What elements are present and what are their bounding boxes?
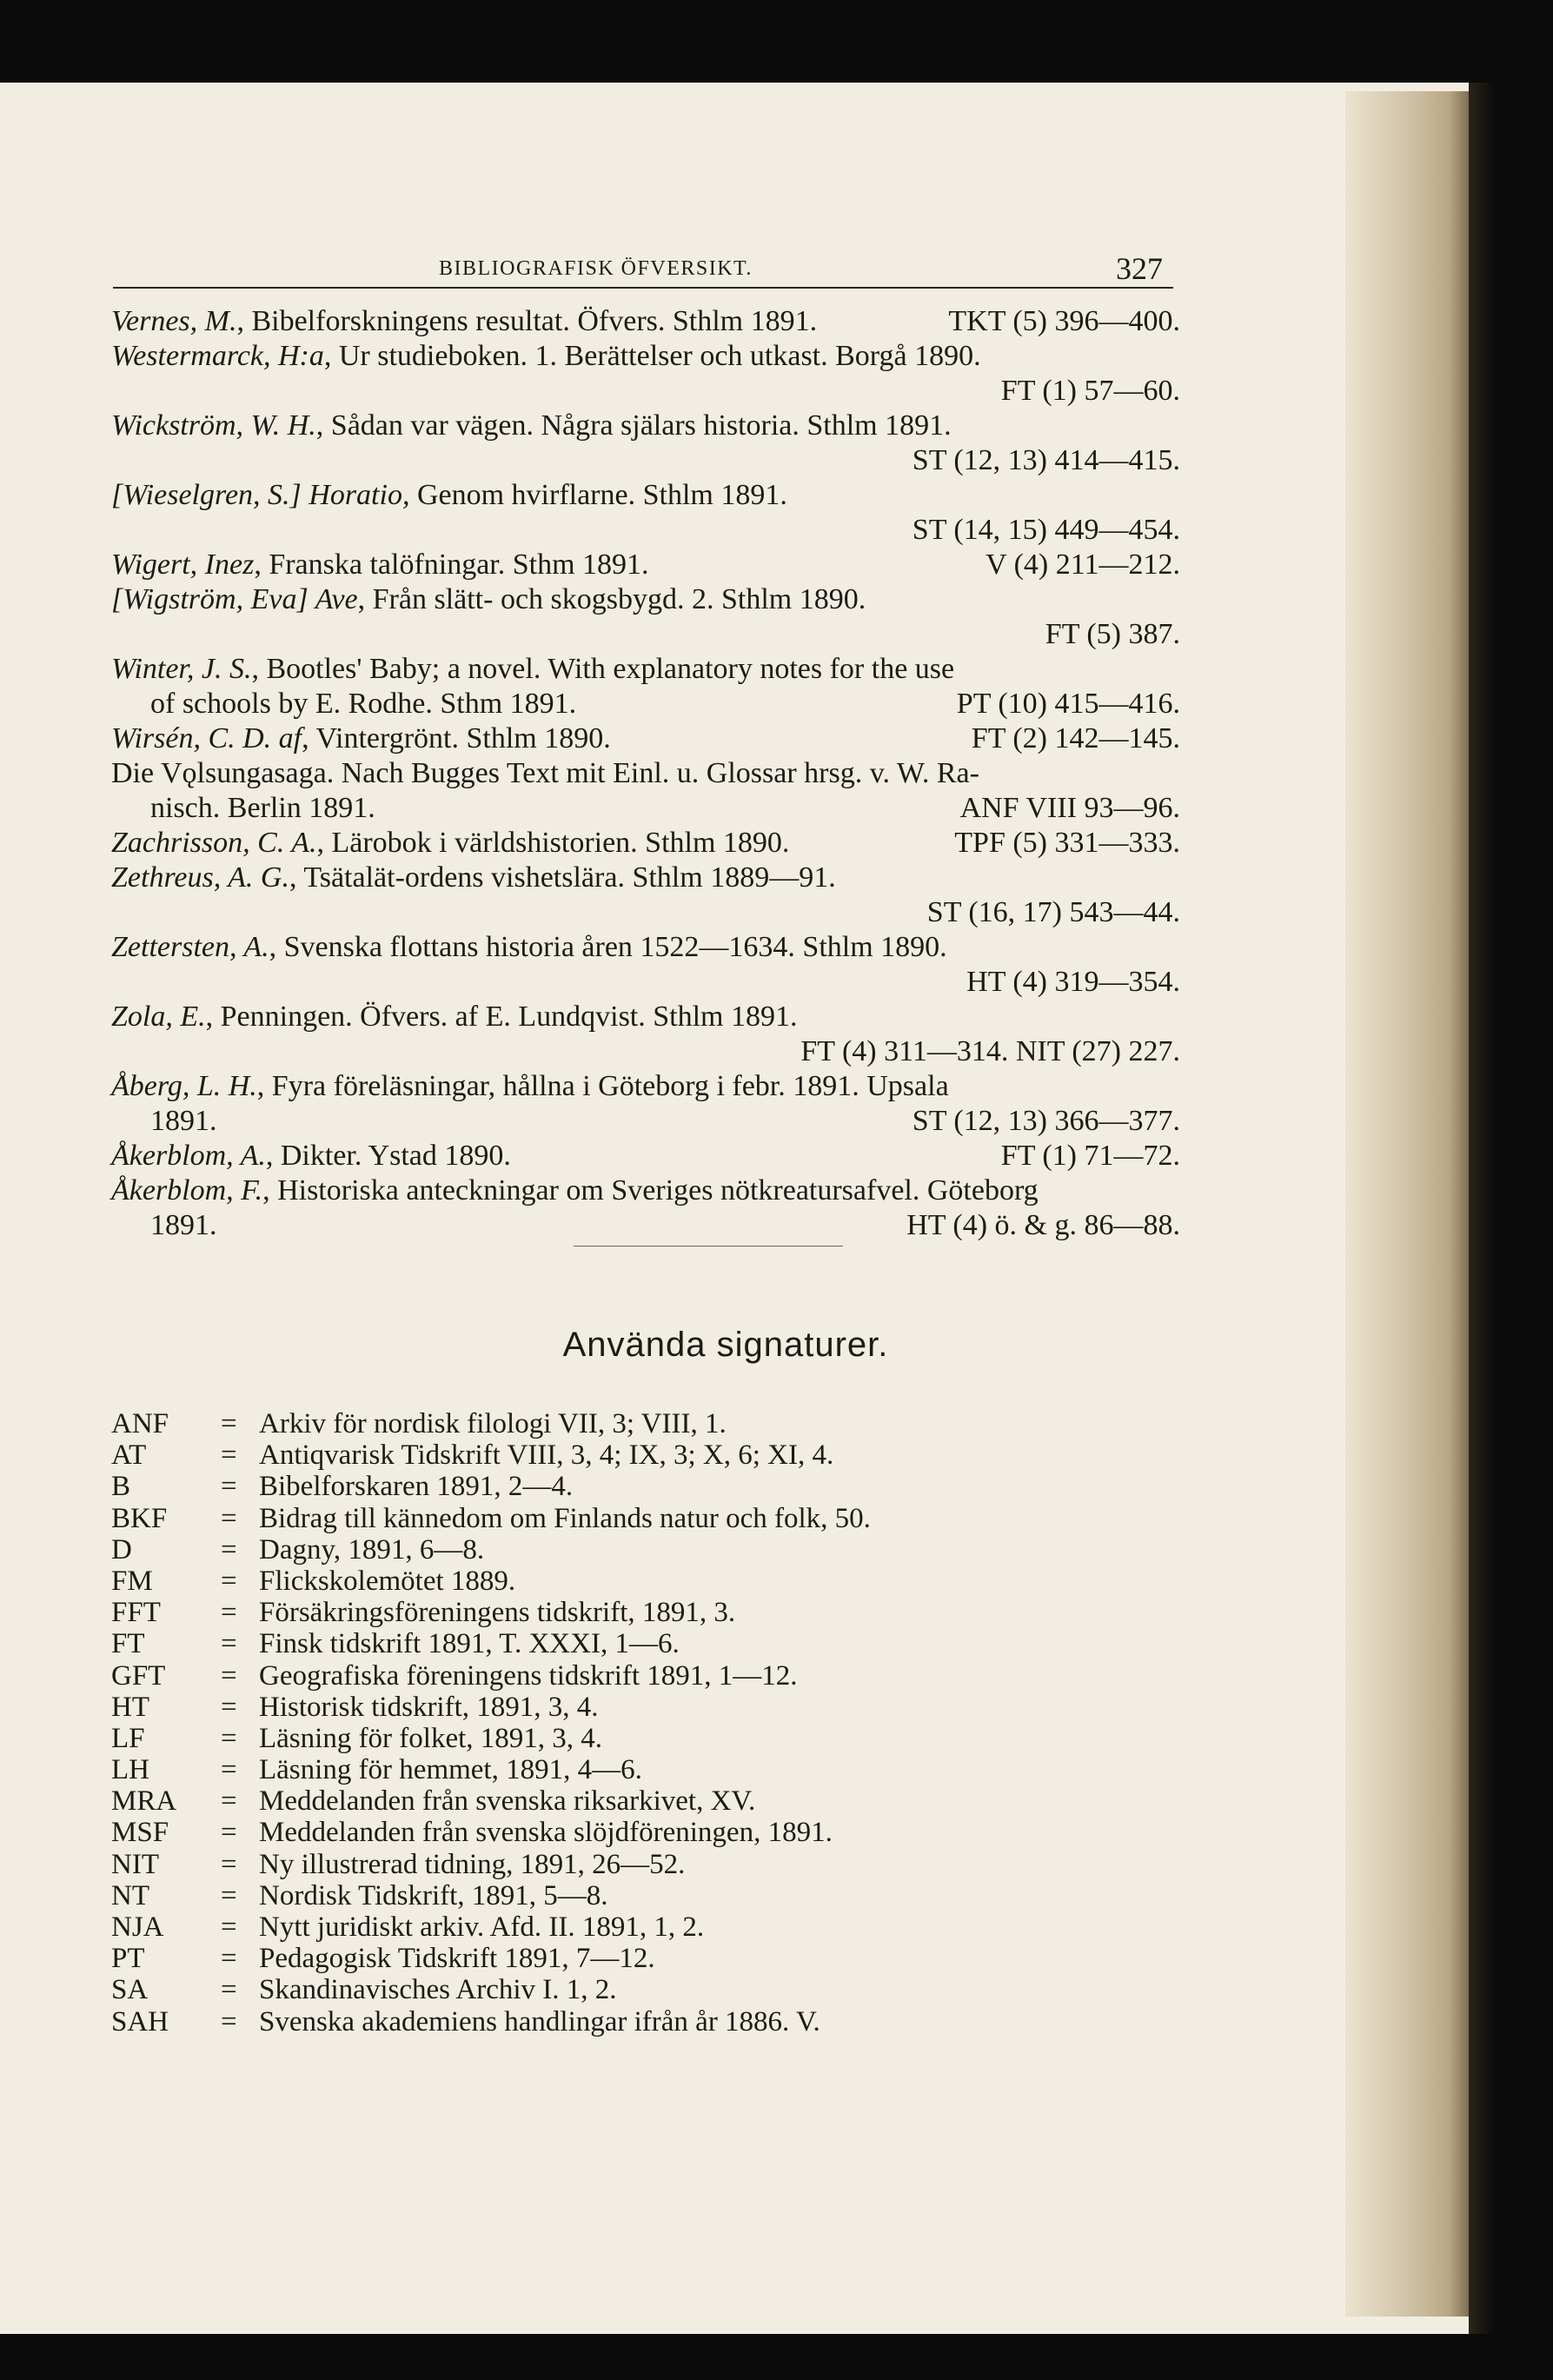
equals-sign: = [221,1628,237,1660]
signature-description: Bidrag till kännedom om Finlands natur och folk, 50. [259,1502,871,1534]
bibliography-line [111,1173,1180,1208]
bibliography-line [111,1034,1180,1069]
equals-sign: = [221,1533,237,1566]
equals-sign: = [221,1943,237,1975]
entry-text: , Vintergrönt. Sthlm 1890. [302,722,611,755]
bibliography-line [111,965,1180,1000]
page-number: 327 [1116,251,1163,286]
bibliography-line [111,687,1180,721]
equals-sign: = [221,1439,237,1472]
entry-author: Åberg, L. H. [111,1070,257,1102]
entry-text: , Franska talöfningar. Sthm 1891. [254,548,649,581]
signature-abbreviation: SAH [111,2005,169,2038]
equals-sign: = [221,1974,237,2006]
equals-sign: = [221,1691,237,1723]
bibliography-line [111,791,1180,826]
entry-author: Westermarck, H:a [111,340,324,372]
signature-description: Svenska akademiens handlingar ifrån år 1886. V. [259,2005,820,2038]
bibliography-line [111,756,1180,791]
signature-abbreviation: FFT [111,1597,161,1629]
signature-abbreviation: MRA [111,1785,177,1818]
entry-author: Zethreus, A. G. [111,861,289,894]
signature-row [111,1692,1154,1723]
running-head-title: BIBLIOGRAFISK ÖFVERSIKT. [439,257,753,280]
entry-reference: ANF VIII 93—96. [959,792,1180,824]
bibliography-line [111,861,1180,895]
signature-abbreviation: SA [111,1974,149,2006]
signature-description: Dagny, 1891, 6—8. [259,1533,485,1566]
entry-reference: HT (4) ö. & g. 86—88. [906,1209,1180,1241]
entry-reference: FT (1) 57—60. [1000,375,1180,407]
bibliography-line [111,721,1180,756]
bibliography-line [111,304,1180,339]
bibliography-line [111,895,1180,930]
signature-description: Historisk tidskrift, 1891, 3, 4. [259,1691,599,1723]
entry-author: Åkerblom, A. [111,1140,266,1172]
running-head [113,251,1173,290]
signature-row [111,1911,1154,1943]
signature-abbreviation: LH [111,1754,149,1786]
equals-sign: = [221,1597,237,1629]
bibliography-line [111,1139,1180,1173]
signature-row [111,1785,1154,1817]
entry-author: Zettersten, A. [111,931,269,963]
entry-text: , Dikter. Ystad 1890. [265,1140,511,1172]
entry-reference: TKT (5) 396—400. [948,305,1180,337]
bibliography-line [111,1069,1180,1104]
equals-sign: = [221,1911,237,1943]
bibliography-line [111,1104,1180,1139]
entry-reference: PT (10) 415—416. [956,688,1180,720]
signature-abbreviation: FT [111,1628,145,1660]
equals-sign: = [221,1848,237,1880]
signature-row [111,1723,1154,1754]
signature-description: Meddelanden från svenska riksarkivet, XV. [259,1785,756,1818]
signature-row [111,1503,1154,1534]
entry-author: Winter, J. S. [111,653,252,685]
entry-author: Vernes, M. [111,305,237,337]
entry-reference: FT (1) 71—72. [1000,1140,1180,1172]
signature-row [111,1849,1154,1880]
signature-row [111,1408,1154,1439]
signature-description: Bibelforskaren 1891, 2—4. [259,1471,574,1503]
entry-text: , Bibelforskningens resultat. Öfvers. Sthlm 1891. [236,305,818,337]
equals-sign: = [221,2005,237,2038]
bibliography-line [111,582,1180,617]
signature-abbreviation: GFT [111,1659,166,1692]
entry-reference: ST (12, 13) 414—415. [912,444,1180,476]
equals-sign: = [221,1565,237,1597]
entry-text: Die Vǫlsungasaga. Nach Bugges Text mit Einl. u. Glossar hrsg. v. W. Ra- [111,757,979,789]
bibliography-line [111,1208,1180,1243]
entry-reference: TPF (5) 331—333. [954,827,1180,859]
signature-description: Ny illustrerad tidning, 1891, 26—52. [259,1848,686,1880]
signature-description: Pedagogisk Tidskrift 1891, 7—12. [259,1943,655,1975]
bibliography-line [111,478,1180,513]
entry-reference: V (4) 211—212. [986,548,1180,581]
signature-row [111,1660,1154,1692]
bibliography-list [111,304,1180,1243]
entry-reference: ST (14, 15) 449—454. [912,514,1180,546]
equals-sign: = [221,1408,237,1439]
signature-row [111,1597,1154,1628]
signature-row [111,1439,1154,1471]
signature-abbreviation: LF [111,1722,145,1754]
entry-author: [Wieselgren, S.] Horatio, [111,479,410,511]
signature-description: Geografiska föreningens tidskrift 1891, 1—12. [259,1659,798,1692]
entry-text: , Lärobok i världshistorien. Sthlm 1890. [316,827,790,859]
signature-description: Skandinavisches Archiv I. 1, 2. [259,1974,617,2006]
bibliography-line [111,443,1180,478]
signature-abbreviation: AT [111,1439,147,1472]
signature-description: Läsning för hemmet, 1891, 4—6. [259,1754,642,1786]
signature-row [111,1754,1154,1785]
bibliography-line [111,617,1180,652]
entry-text: of schools by E. Rodhe. Sthm 1891. [150,688,577,720]
signature-abbreviation: HT [111,1691,149,1723]
equals-sign: = [221,1754,237,1786]
equals-sign: = [221,1471,237,1503]
entry-text: 1891. [150,1105,217,1137]
bibliography-line [111,826,1180,861]
entry-author: Wigert, Inez [111,548,255,581]
entry-text: , Ur studieboken. 1. Berättelser och utkast. Borgå 1890. [323,340,981,372]
entry-text: nisch. Berlin 1891. [150,792,375,824]
signature-abbreviation: ANF [111,1408,169,1439]
signature-abbreviation: FM [111,1565,153,1597]
signature-description: Arkiv för nordisk filologi VII, 3; VIII, 1. [259,1408,727,1439]
signature-row [111,1566,1154,1597]
entry-text: , Historiska anteckningar om Sveriges nötkreatursafvel. Göteborg [262,1174,1039,1207]
entry-author: Zachrisson, C. A. [111,827,317,859]
entry-text: , Sådan var vägen. Några själars historia. Sthlm 1891. [315,409,952,442]
entry-text: Genom hvirflarne. Sthlm 1891. [409,479,787,511]
entry-reference: FT (5) 387. [1045,618,1180,650]
entry-reference: HT (4) 319—354. [966,966,1180,998]
entry-text: 1891. [150,1209,217,1241]
signature-abbreviation: NJA [111,1911,164,1943]
entry-reference: ST (12, 13) 366—377. [912,1105,1180,1137]
bibliography-line [111,1000,1180,1034]
entry-text: , Fyra föreläsningar, hållna i Göteborg i febr. 1891. Upsala [256,1070,949,1102]
equals-sign: = [221,1879,237,1911]
signatures-list [111,1408,1154,2038]
section-divider [574,1246,843,1247]
signature-row [111,1974,1154,2005]
entry-text: , Tsätalät-ordens vishetslära. Sthlm 1889—91. [289,861,836,894]
signatures-heading: Använda signaturer. [562,1326,889,1364]
signature-description: Försäkringsföreningens tidskrift, 1891, 3. [259,1597,736,1629]
entry-text: , Bootles' Baby; a novel. With explanatory notes for the use [251,653,955,685]
bibliography-line [111,409,1180,443]
binding-shadow [1469,83,1495,2334]
equals-sign: = [221,1722,237,1754]
entry-reference: ST (16, 17) 543—44. [926,896,1180,928]
entry-text: , Från slätt- och skogsbygd. 2. Sthlm 1890. [357,583,866,615]
entry-author: Wirsén, C. D. af [111,722,302,755]
entry-reference: FT (4) 311—314. NIT (27) 227. [800,1035,1180,1067]
entry-author: Åkerblom, F. [111,1174,263,1207]
equals-sign: = [221,1659,237,1692]
entry-reference: FT (2) 142—145. [971,722,1180,755]
entry-text: , Penningen. Öfvers. af E. Lundqvist. Sthlm 1891. [205,1001,798,1033]
signature-description: Antiqvarisk Tidskrift VIII, 3, 4; IX, 3; X, 6; XI, 4. [259,1439,834,1472]
signature-row [111,1534,1154,1566]
signature-row [111,1471,1154,1502]
signature-abbreviation: BKF [111,1502,168,1534]
page-edge [1345,91,1476,2317]
signature-abbreviation: NIT [111,1848,159,1880]
signature-row [111,1880,1154,1911]
signature-abbreviation: D [111,1533,132,1566]
equals-sign: = [221,1817,237,1849]
signature-row [111,1817,1154,1848]
header-rule [113,287,1173,289]
signature-description: Flickskolemötet 1889. [259,1565,516,1597]
equals-sign: = [221,1502,237,1534]
bibliography-line [111,374,1180,409]
entry-author: Wickström, W. H. [111,409,316,442]
bibliography-line [111,513,1180,548]
signature-description: Nordisk Tidskrift, 1891, 5—8. [259,1879,608,1911]
bibliography-line [111,652,1180,687]
signature-description: Nytt juridiskt arkiv. Afd. II. 1891, 1, 2. [259,1911,705,1943]
bibliography-line [111,548,1180,582]
signature-row [111,2006,1154,2038]
signature-description: Finsk tidskrift 1891, T. XXXI, 1—6. [259,1628,680,1660]
entry-author: [Wigström, Eva] Ave [111,583,358,615]
bibliography-line [111,339,1180,374]
entry-text: , Svenska flottans historia åren 1522—1634. Sthlm 1890. [269,931,947,963]
bibliography-line [111,930,1180,965]
signature-description: Meddelanden från svenska slöjdföreningen, 1891. [259,1817,833,1849]
signature-abbreviation: PT [111,1943,145,1975]
signature-description: Läsning för folket, 1891, 3, 4. [259,1722,603,1754]
signature-abbreviation: B [111,1471,131,1503]
signature-abbreviation: NT [111,1879,149,1911]
entry-author: Zola, E. [111,1001,206,1033]
signature-row [111,1943,1154,1974]
equals-sign: = [221,1785,237,1818]
signature-row [111,1628,1154,1659]
signature-abbreviation: MSF [111,1817,169,1849]
